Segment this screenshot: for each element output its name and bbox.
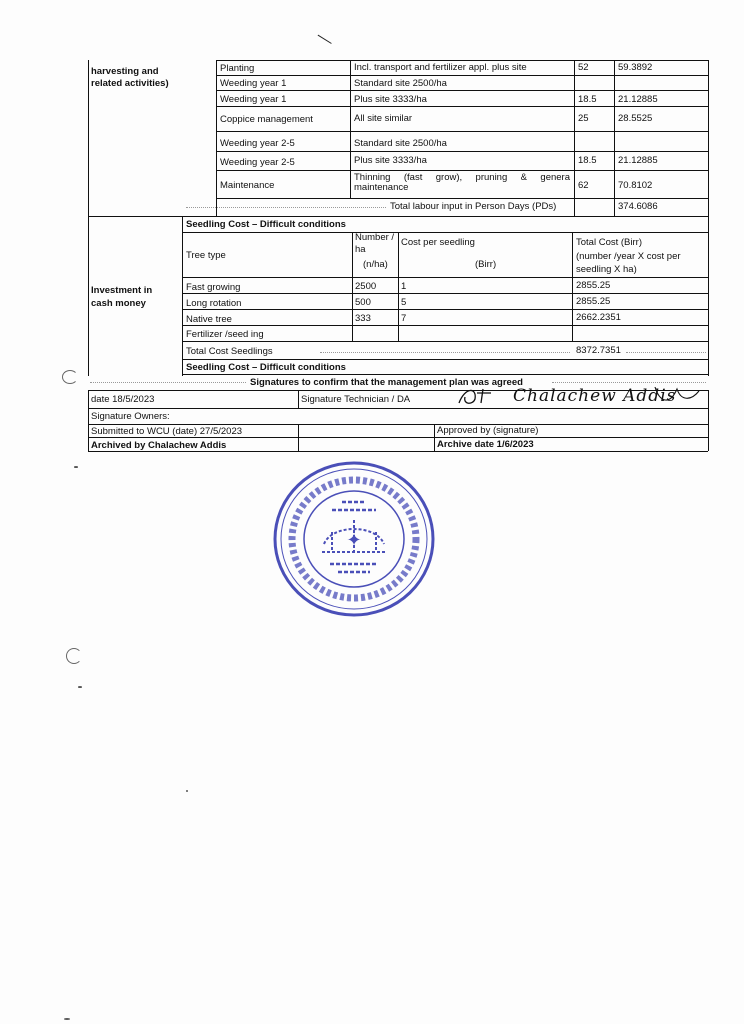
header-total: Total Cost (Birr) [576, 237, 642, 248]
seedling-number: 2500 [355, 281, 377, 292]
labour-description: Plus site 3333/ha [354, 155, 427, 166]
scan-speck [62, 370, 78, 384]
signature-banner: Signatures to confirm that the management plan was agreed [250, 377, 523, 388]
labour-description: All site similar [354, 113, 413, 124]
signature-date: date 18/5/2023 [91, 394, 155, 405]
scan-speck [64, 1018, 70, 1020]
signature-owners: Signature Owners: [91, 411, 170, 422]
seedling-cost: 1 [401, 281, 407, 292]
header-number-3: (n/ha) [363, 259, 388, 270]
labour-days: 62 [578, 180, 589, 191]
handwritten-name: Chalachew Addis [513, 386, 677, 406]
labour-days: 18.5 [578, 155, 597, 166]
header-total-3: seedling X ha) [576, 264, 637, 275]
seedling-footer-title: Seedling Cost – Difficult conditions [186, 362, 346, 373]
labour-value: 59.3892 [618, 62, 653, 73]
handwritten-signature [455, 383, 705, 409]
header-number: Number / [355, 232, 395, 243]
seedling-cost: 7 [401, 313, 407, 324]
labour-description: Standard site 2500/ha [354, 138, 447, 149]
labour-value: 70.8102 [618, 180, 653, 191]
submitted-date: Submitted to WCU (date) 27/5/2023 [91, 426, 243, 437]
header-tree-type: Tree type [186, 250, 226, 261]
labour-description: Thinning (fast grow), pruning & genera maintenance [354, 172, 570, 193]
labour-activity: Coppice management [220, 114, 313, 125]
labour-activity: Weeding year 2-5 [220, 157, 295, 168]
seedling-total-value: 8372.7351 [576, 345, 621, 356]
labour-side-label: harvesting and [91, 66, 159, 77]
seedling-total: 2855.25 [576, 296, 611, 307]
labour-days: 18.5 [578, 94, 597, 105]
seedling-title: Seedling Cost – Difficult conditions [186, 219, 346, 230]
seedling-tree: Long rotation [186, 298, 242, 309]
labour-description: Plus site 3333/ha [354, 94, 427, 105]
labour-activity: Weeding year 1 [220, 94, 287, 105]
labour-description: Incl. transport and fertilizer appl. plus site [354, 62, 527, 73]
seedling-cost: 5 [401, 297, 407, 308]
seedling-total: 2662.2351 [576, 312, 621, 323]
scan-speck [78, 686, 82, 688]
header-cost-2: (Birr) [475, 259, 497, 270]
seedling-tree: Fertilizer /seed ing [186, 329, 264, 340]
labour-description: Standard site 2500/ha [354, 78, 447, 89]
approved-by: Approved by (signature) [437, 425, 539, 436]
labour-activity: Weeding year 1 [220, 78, 287, 89]
labour-total-value: 374.6086 [618, 201, 658, 212]
header-total-2: (number /year X cost per [576, 251, 681, 262]
seedling-tree: Fast growing [186, 282, 241, 293]
labour-activity: Maintenance [220, 180, 275, 191]
scan-speck [66, 648, 82, 664]
labour-value: 21.12885 [618, 155, 658, 166]
scan-speck [186, 790, 188, 792]
seedling-number: 500 [355, 297, 371, 308]
labour-activity: Weeding year 2-5 [220, 138, 295, 149]
investment-label: Investment in [91, 285, 153, 296]
signature-technician: Signature Technician / DA [301, 394, 411, 405]
official-seal [272, 460, 436, 618]
seedling-number: 333 [355, 313, 371, 324]
header-cost: Cost per seedling [401, 237, 475, 248]
investment-label-2: cash money [91, 298, 146, 309]
header-number-2: ha [355, 244, 366, 255]
seedling-total-label: Total Cost Seedlings [186, 346, 273, 357]
seedling-total: 2855.25 [576, 280, 611, 291]
labour-value: 28.5525 [618, 113, 653, 124]
seedling-tree: Native tree [186, 314, 232, 325]
labour-days: 25 [578, 113, 589, 124]
archive-date: Archive date 1/6/2023 [437, 439, 534, 450]
scan-mark [312, 35, 331, 53]
archived-by: Archived by Chalachew Addis [91, 440, 227, 451]
scan-speck [74, 466, 78, 468]
labour-value: 21.12885 [618, 94, 658, 105]
labour-total-label: Total labour input in Person Days (PDs) [390, 201, 557, 212]
labour-activity: Planting [220, 63, 255, 74]
labour-side-label-2: related activities) [91, 78, 169, 89]
labour-days: 52 [578, 62, 589, 73]
svg-text:✦: ✦ [346, 530, 362, 551]
